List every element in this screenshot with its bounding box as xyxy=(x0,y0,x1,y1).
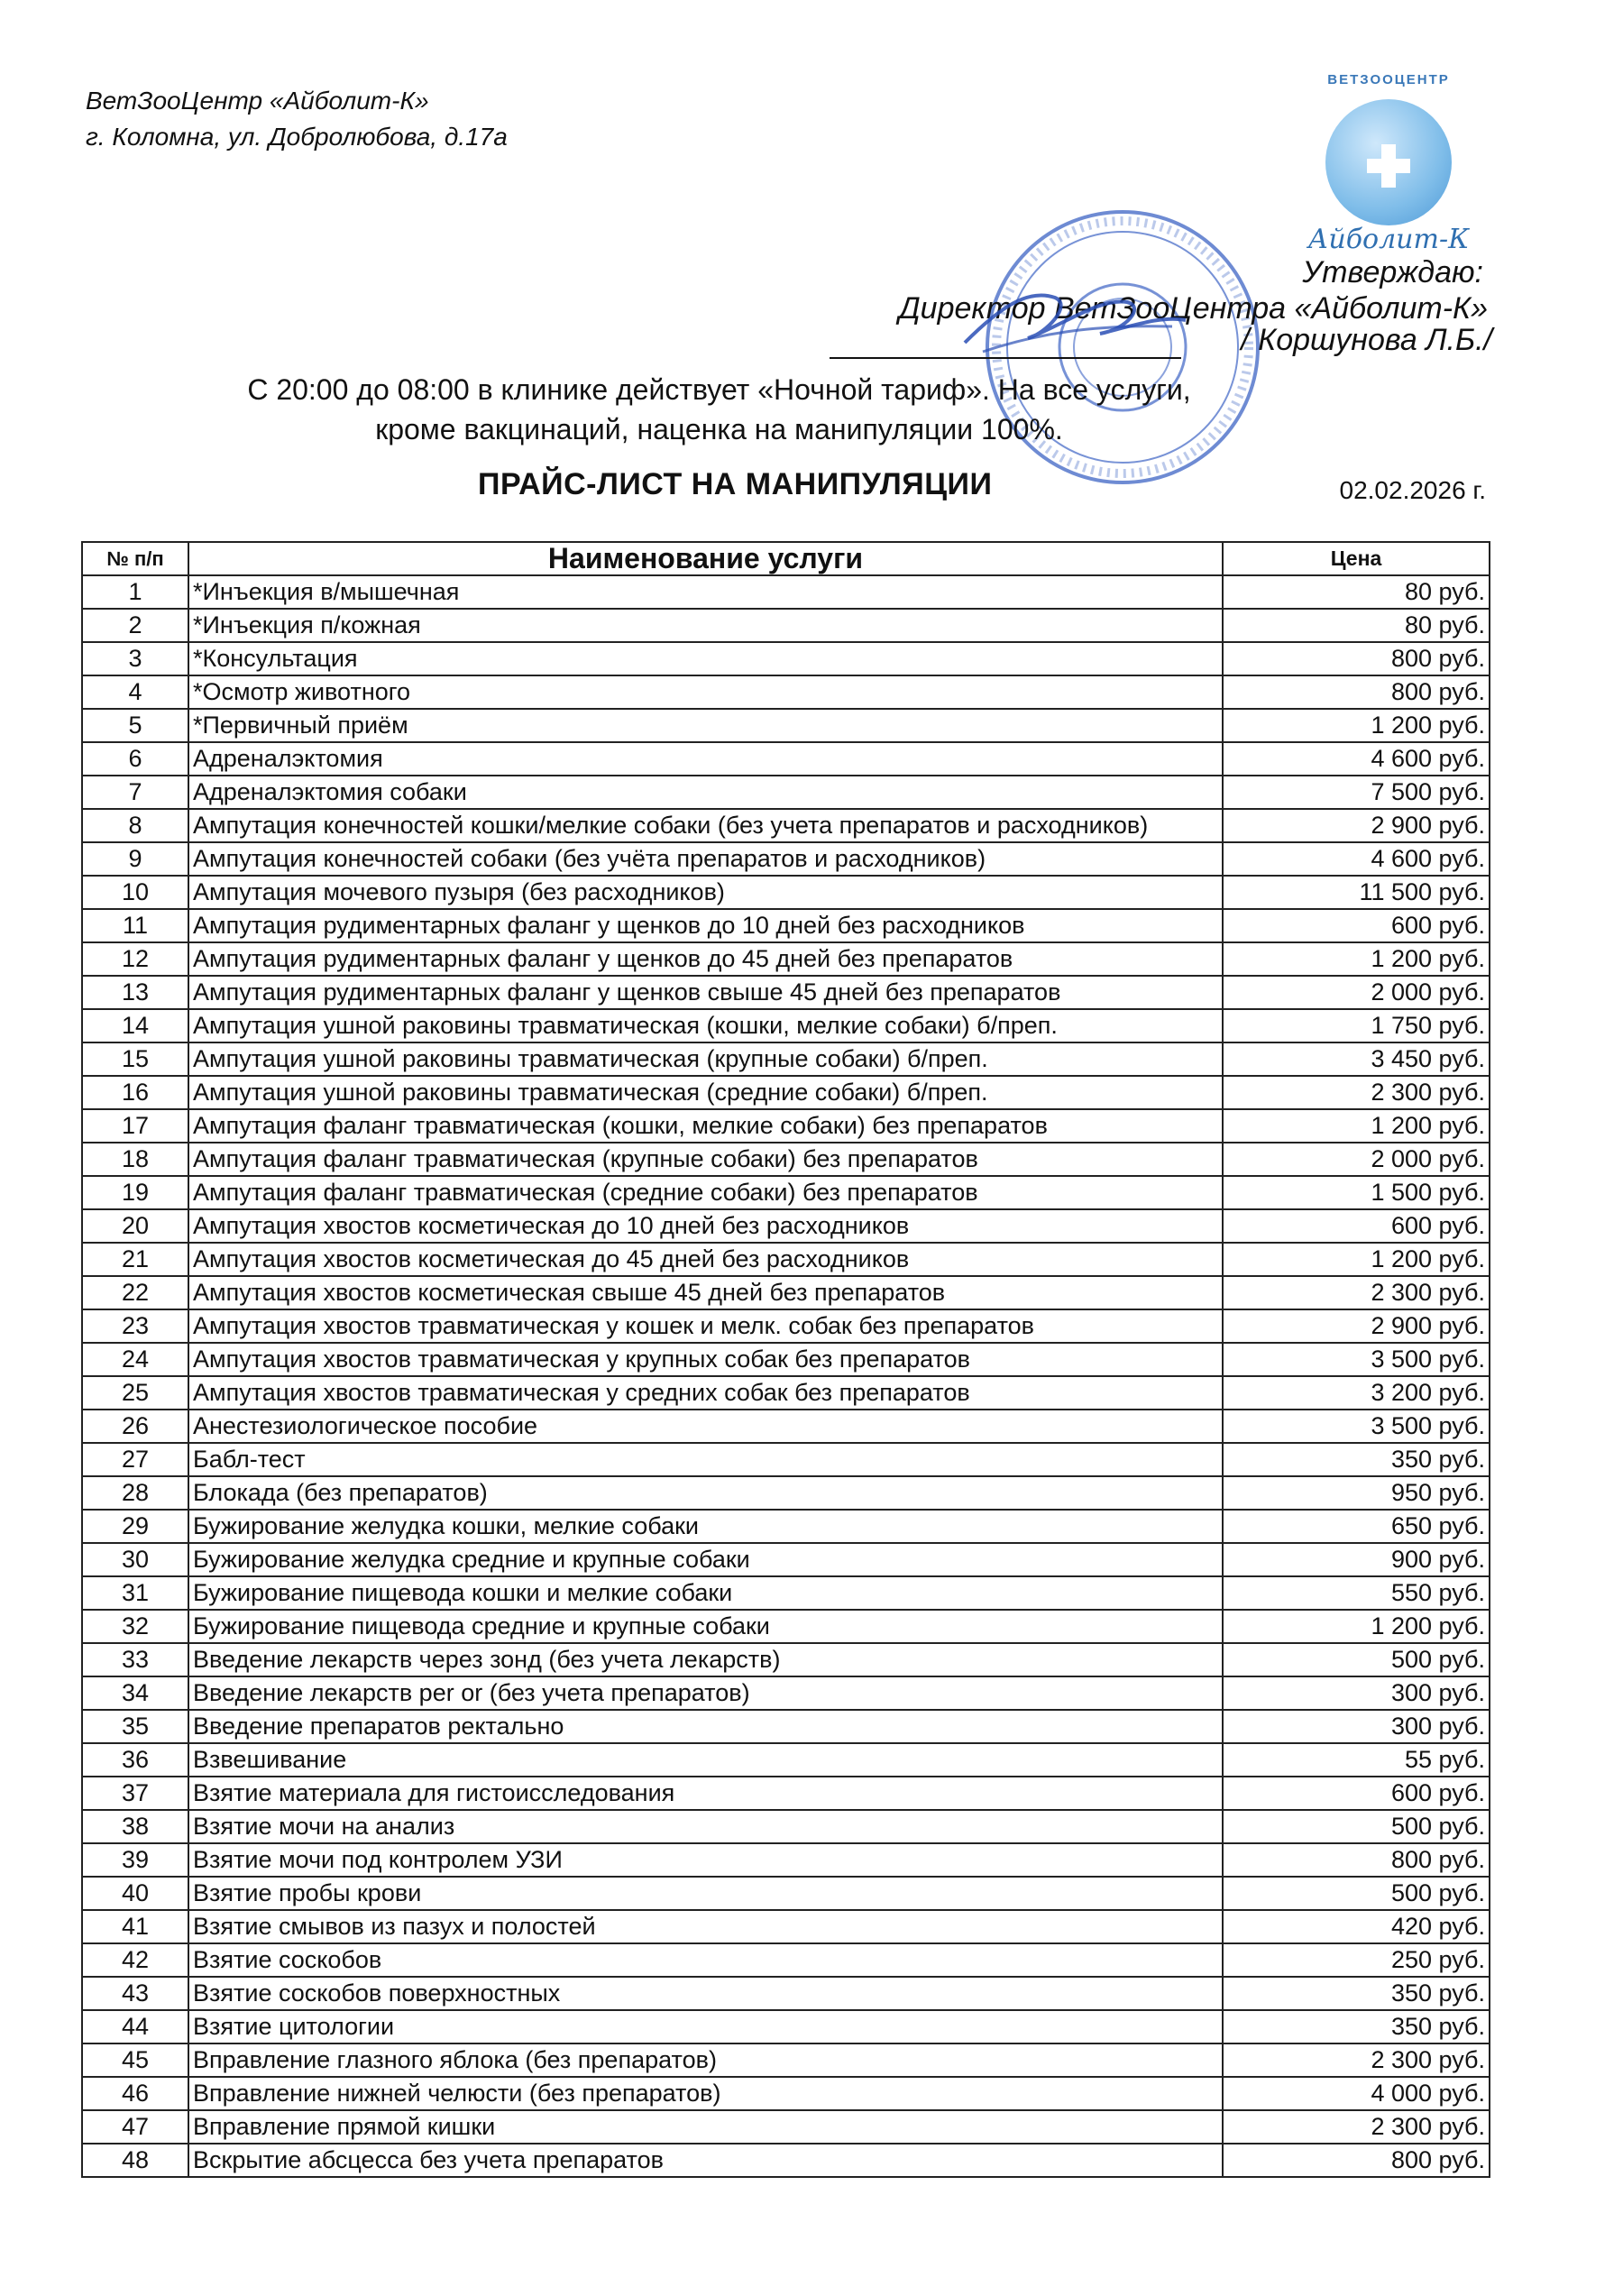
row-number: 11 xyxy=(82,909,188,942)
table-row xyxy=(82,709,1490,742)
table-row xyxy=(82,609,1490,642)
service-name: *Инъекция п/кожная xyxy=(188,609,1223,642)
service-name: Ампутация фаланг травматическая (средние собаки) без препаратов xyxy=(188,1176,1223,1209)
row-number: 2 xyxy=(82,609,188,642)
table-row xyxy=(82,1576,1490,1610)
night-tariff-note xyxy=(221,370,1217,449)
service-name: Ампутация конечностей кошки/мелкие собаки (без учета препаратов и расходников) xyxy=(188,809,1223,842)
service-price: 300 руб. xyxy=(1223,1676,1490,1710)
row-number: 9 xyxy=(82,842,188,876)
approve-label: Утверждаю: xyxy=(1302,255,1483,289)
service-name: Взятие мочи под контролем УЗИ xyxy=(188,1843,1223,1877)
logo-emblem-icon xyxy=(1325,99,1452,225)
service-price: 300 руб. xyxy=(1223,1710,1490,1743)
service-price: 3 450 руб. xyxy=(1223,1042,1490,1076)
row-number: 33 xyxy=(82,1643,188,1676)
row-number: 3 xyxy=(82,642,188,675)
table-header-row xyxy=(82,542,1490,575)
table-row xyxy=(82,1910,1490,1943)
service-name: Взятие соскобов xyxy=(188,1943,1223,1977)
service-price: 1 750 руб. xyxy=(1223,1009,1490,1042)
service-name: Введение препаратов ректально xyxy=(188,1710,1223,1743)
service-price: 2 300 руб. xyxy=(1223,2043,1490,2077)
service-name: Вправление прямой кишки xyxy=(188,2110,1223,2144)
service-name: Ампутация рудиментарных фаланг у щенков до 10 дней без расходников xyxy=(188,909,1223,942)
table-row xyxy=(82,876,1490,909)
row-number: 36 xyxy=(82,1743,188,1777)
service-price: 2 900 руб. xyxy=(1223,1309,1490,1343)
table-row xyxy=(82,1443,1490,1476)
row-number: 39 xyxy=(82,1843,188,1877)
clinic-logo xyxy=(1298,63,1479,253)
table-row xyxy=(82,1309,1490,1343)
row-number: 38 xyxy=(82,1810,188,1843)
service-price: 2 900 руб. xyxy=(1223,809,1490,842)
service-price: 80 руб. xyxy=(1223,575,1490,609)
table-row xyxy=(82,1276,1490,1309)
row-number: 16 xyxy=(82,1076,188,1109)
service-name: Взвешивание xyxy=(188,1743,1223,1777)
service-price: 250 руб. xyxy=(1223,1943,1490,1977)
header-num: № п/п xyxy=(82,542,188,575)
row-number: 29 xyxy=(82,1510,188,1543)
service-price: 3 500 руб. xyxy=(1223,1343,1490,1376)
row-number: 8 xyxy=(82,809,188,842)
service-price: 350 руб. xyxy=(1223,1443,1490,1476)
service-price: 3 200 руб. xyxy=(1223,1376,1490,1410)
table-row xyxy=(82,2010,1490,2043)
row-number: 27 xyxy=(82,1443,188,1476)
service-price: 80 руб. xyxy=(1223,609,1490,642)
service-name: Введение лекарств через зонд (без учета лекарств) xyxy=(188,1643,1223,1676)
row-number: 26 xyxy=(82,1410,188,1443)
table-row xyxy=(82,1977,1490,2010)
service-price: 350 руб. xyxy=(1223,2010,1490,2043)
table-row xyxy=(82,1376,1490,1410)
table-row xyxy=(82,1610,1490,1643)
service-name: Ампутация хвостов травматическая у кошек и мелк. собак без препаратов xyxy=(188,1309,1223,1343)
row-number: 41 xyxy=(82,1910,188,1943)
logo-top-text: ВЕТЗООЦЕНТР xyxy=(1327,72,1450,87)
service-name: Вправление нижней челюсти (без препаратов) xyxy=(188,2077,1223,2110)
service-price: 55 руб. xyxy=(1223,1743,1490,1777)
table-row xyxy=(82,1176,1490,1209)
table-row xyxy=(82,842,1490,876)
service-price: 420 руб. xyxy=(1223,1910,1490,1943)
table-row xyxy=(82,675,1490,709)
service-price: 2 300 руб. xyxy=(1223,1276,1490,1309)
table-row xyxy=(82,942,1490,976)
service-name: Ампутация хвостов косметическая до 10 дней без расходников xyxy=(188,1209,1223,1243)
row-number: 4 xyxy=(82,675,188,709)
service-price: 600 руб. xyxy=(1223,909,1490,942)
row-number: 37 xyxy=(82,1777,188,1810)
table-row xyxy=(82,976,1490,1009)
table-row xyxy=(82,1676,1490,1710)
service-price: 2 300 руб. xyxy=(1223,1076,1490,1109)
row-number: 15 xyxy=(82,1042,188,1076)
service-price: 800 руб. xyxy=(1223,642,1490,675)
service-price: 800 руб. xyxy=(1223,1843,1490,1877)
table-row xyxy=(82,1343,1490,1376)
table-row xyxy=(82,2077,1490,2110)
service-name: Ампутация ушной раковины травматическая (кошки, мелкие собаки) б/преп. xyxy=(188,1009,1223,1042)
service-price: 650 руб. xyxy=(1223,1510,1490,1543)
service-name: Ампутация рудиментарных фаланг у щенков свыше 45 дней без препаратов xyxy=(188,976,1223,1009)
service-price: 3 500 руб. xyxy=(1223,1410,1490,1443)
row-number: 1 xyxy=(82,575,188,609)
service-name: Ампутация конечностей собаки (без учёта препаратов и расходников) xyxy=(188,842,1223,876)
service-price: 7 500 руб. xyxy=(1223,776,1490,809)
table-row xyxy=(82,2043,1490,2077)
table-row xyxy=(82,776,1490,809)
table-row xyxy=(82,2144,1490,2177)
service-price: 1 200 руб. xyxy=(1223,1243,1490,1276)
table-row xyxy=(82,1243,1490,1276)
table-row xyxy=(82,1643,1490,1676)
service-name: Введение лекарств per or (без учета препаратов) xyxy=(188,1676,1223,1710)
row-number: 44 xyxy=(82,2010,188,2043)
handwritten-signature-icon xyxy=(947,271,1199,370)
table-row xyxy=(82,1042,1490,1076)
row-number: 18 xyxy=(82,1143,188,1176)
row-number: 34 xyxy=(82,1676,188,1710)
row-number: 5 xyxy=(82,709,188,742)
header-price: Цена xyxy=(1223,542,1490,575)
service-name: Бужирование пищевода средние и крупные собаки xyxy=(188,1610,1223,1643)
service-price: 950 руб. xyxy=(1223,1476,1490,1510)
service-price: 800 руб. xyxy=(1223,675,1490,709)
table-row xyxy=(82,575,1490,609)
service-name: Ампутация рудиментарных фаланг у щенков до 45 дней без препаратов xyxy=(188,942,1223,976)
service-name: Бабл-тест xyxy=(188,1443,1223,1476)
service-price: 2 000 руб. xyxy=(1223,1143,1490,1176)
service-name: Адреналэктомия xyxy=(188,742,1223,776)
service-name: Вскрытие абсцесса без учета препаратов xyxy=(188,2144,1223,2177)
service-price: 500 руб. xyxy=(1223,1810,1490,1843)
service-name: *Первичный приём xyxy=(188,709,1223,742)
table-row xyxy=(82,909,1490,942)
table-row xyxy=(82,2110,1490,2144)
table-row xyxy=(82,1710,1490,1743)
row-number: 45 xyxy=(82,2043,188,2077)
service-price: 1 200 руб. xyxy=(1223,1610,1490,1643)
row-number: 19 xyxy=(82,1176,188,1209)
service-name: Анестезиологическое пособие xyxy=(188,1410,1223,1443)
service-name: Взятие материала для гистоисследования xyxy=(188,1777,1223,1810)
service-price: 500 руб. xyxy=(1223,1643,1490,1676)
table-row xyxy=(82,742,1490,776)
table-row xyxy=(82,1777,1490,1810)
row-number: 10 xyxy=(82,876,188,909)
table-row xyxy=(82,1877,1490,1910)
service-price: 600 руб. xyxy=(1223,1777,1490,1810)
logo-name-text: Айболит-К xyxy=(1307,224,1470,255)
service-price: 550 руб. xyxy=(1223,1576,1490,1610)
service-name: Блокада (без препаратов) xyxy=(188,1476,1223,1510)
service-price: 4 600 руб. xyxy=(1223,742,1490,776)
header-name: Наименование услуги xyxy=(188,542,1223,575)
service-name: Ампутация хвостов травматическая у крупных собак без препаратов xyxy=(188,1343,1223,1376)
service-name: Ампутация хвостов косметическая до 45 дней без расходников xyxy=(188,1243,1223,1276)
service-name: Ампутация хвостов косметическая свыше 45 дней без препаратов xyxy=(188,1276,1223,1309)
service-name: Вправление глазного яблока (без препаратов) xyxy=(188,2043,1223,2077)
service-price: 2 000 руб. xyxy=(1223,976,1490,1009)
row-number: 24 xyxy=(82,1343,188,1376)
document-date: 02.02.2026 г. xyxy=(1339,476,1486,504)
row-number: 14 xyxy=(82,1009,188,1042)
clinic-name: ВетЗооЦентр «Айболит-К» xyxy=(86,87,429,115)
table-row xyxy=(82,809,1490,842)
row-number: 42 xyxy=(82,1943,188,1977)
table-row xyxy=(82,1810,1490,1843)
table-row xyxy=(82,1143,1490,1176)
service-price: 2 300 руб. xyxy=(1223,2110,1490,2144)
service-name: *Консультация xyxy=(188,642,1223,675)
row-number: 31 xyxy=(82,1576,188,1610)
row-number: 30 xyxy=(82,1543,188,1576)
note-line-1: С 20:00 до 08:00 в клинике действует «Ночной тариф». На все услуги, xyxy=(247,373,1191,406)
service-name: Бужирование пищевода кошки и мелкие собаки xyxy=(188,1576,1223,1610)
table-row xyxy=(82,1476,1490,1510)
page-title: ПРАЙС-ЛИСТ НА МАНИПУЛЯЦИИ xyxy=(478,467,993,501)
service-name: Ампутация ушной раковины травматическая (средние собаки) б/преп. xyxy=(188,1076,1223,1109)
service-price: 500 руб. xyxy=(1223,1877,1490,1910)
row-number: 13 xyxy=(82,976,188,1009)
note-line-2: кроме вакцинаций, наценка на манипуляции 100%. xyxy=(375,413,1063,445)
service-name: Взятие пробы крови xyxy=(188,1877,1223,1910)
service-name: Ампутация ушной раковины травматическая (крупные собаки) б/преп. xyxy=(188,1042,1223,1076)
service-price: 900 руб. xyxy=(1223,1543,1490,1576)
table-row xyxy=(82,1543,1490,1576)
row-number: 47 xyxy=(82,2110,188,2144)
service-name: *Осмотр животного xyxy=(188,675,1223,709)
table-row xyxy=(82,1076,1490,1109)
service-name: *Инъекция в/мышечная xyxy=(188,575,1223,609)
table-row xyxy=(82,1009,1490,1042)
service-name: Ампутация мочевого пузыря (без расходников) xyxy=(188,876,1223,909)
row-number: 12 xyxy=(82,942,188,976)
service-name: Взятие соскобов поверхностных xyxy=(188,1977,1223,2010)
service-name: Ампутация фаланг травматическая (крупные собаки) без препаратов xyxy=(188,1143,1223,1176)
service-name: Взятие мочи на анализ xyxy=(188,1810,1223,1843)
row-number: 17 xyxy=(82,1109,188,1143)
service-name: Ампутация фаланг травматическая (кошки, мелкие собаки) без препаратов xyxy=(188,1109,1223,1143)
row-number: 28 xyxy=(82,1476,188,1510)
service-name: Взятие цитологии xyxy=(188,2010,1223,2043)
table-row xyxy=(82,1510,1490,1543)
service-price: 350 руб. xyxy=(1223,1977,1490,2010)
table-row xyxy=(82,1743,1490,1777)
service-price: 4 000 руб. xyxy=(1223,2077,1490,2110)
clinic-info xyxy=(86,83,508,155)
row-number: 48 xyxy=(82,2144,188,2177)
service-name: Адреналэктомия собаки xyxy=(188,776,1223,809)
service-price: 1 500 руб. xyxy=(1223,1176,1490,1209)
table-body xyxy=(82,575,1490,2177)
service-price: 1 200 руб. xyxy=(1223,1109,1490,1143)
service-price: 800 руб. xyxy=(1223,2144,1490,2177)
row-number: 25 xyxy=(82,1376,188,1410)
service-name: Бужирование желудка средние и крупные собаки xyxy=(188,1543,1223,1576)
service-price: 4 600 руб. xyxy=(1223,842,1490,876)
service-price: 600 руб. xyxy=(1223,1209,1490,1243)
table-row xyxy=(82,1843,1490,1877)
row-number: 35 xyxy=(82,1710,188,1743)
row-number: 40 xyxy=(82,1877,188,1910)
row-number: 43 xyxy=(82,1977,188,2010)
service-price: 1 200 руб. xyxy=(1223,942,1490,976)
table-row xyxy=(82,1209,1490,1243)
table-row xyxy=(82,1410,1490,1443)
row-number: 23 xyxy=(82,1309,188,1343)
signatory-name: / Коршунова Л.Б./ xyxy=(1241,323,1492,357)
clinic-address: г. Коломна, ул. Добролюбова, д.17а xyxy=(86,123,508,151)
row-number: 7 xyxy=(82,776,188,809)
table-row xyxy=(82,1943,1490,1977)
medical-cross-icon xyxy=(1367,144,1410,188)
row-number: 22 xyxy=(82,1276,188,1309)
service-price: 11 500 руб. xyxy=(1223,876,1490,909)
table-row xyxy=(82,642,1490,675)
row-number: 20 xyxy=(82,1209,188,1243)
service-name: Взятие смывов из пазух и полостей xyxy=(188,1910,1223,1943)
row-number: 32 xyxy=(82,1610,188,1643)
row-number: 46 xyxy=(82,2077,188,2110)
table-row xyxy=(82,1109,1490,1143)
director-title: Директор ВетЗооЦентра «Айболит-К» xyxy=(898,291,1488,326)
price-table xyxy=(81,541,1490,2178)
row-number: 21 xyxy=(82,1243,188,1276)
row-number: 6 xyxy=(82,742,188,776)
service-name: Бужирование желудка кошки, мелкие собаки xyxy=(188,1510,1223,1543)
service-name: Ампутация хвостов травматическая у средних собак без препаратов xyxy=(188,1376,1223,1410)
service-price: 1 200 руб. xyxy=(1223,709,1490,742)
